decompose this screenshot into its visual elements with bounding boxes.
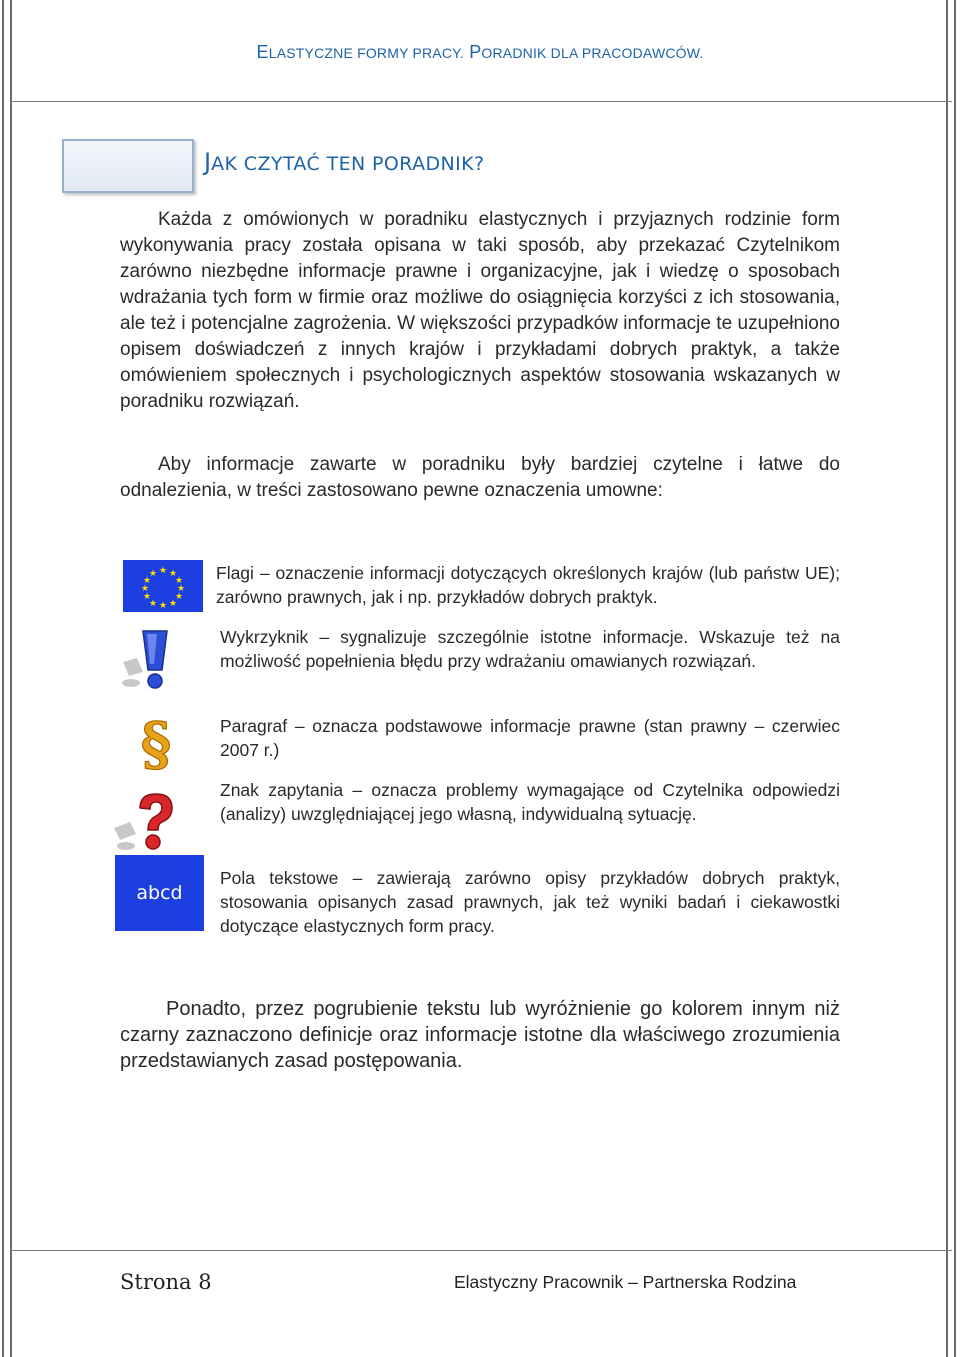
legend-item-flags: Flagi – oznaczenie informacji dotyczących określonych krajów (lub państw UE); zarówno prawnych, jak i np. przykładów dobrych praktyk. [216, 563, 840, 607]
legend-intro-paragraph: Aby informacje zawarte w poradniku były bardziej czytelne i łatwe do odnalezienia, w treści zastosowano pewne oznaczenia umowne: [120, 454, 840, 501]
svg-text:★: ★ [168, 599, 178, 609]
question-icon [110, 792, 178, 854]
page-number: Strona 8 [120, 1270, 212, 1294]
legend-item-exclamation: Wykrzyknik – sygnalizuje szczególnie istotne informacje. Wskazuje też na możliwość popełnienia błędu przy wdrażaniu omawianych rozwiązań. [220, 627, 840, 671]
svg-text:★: ★ [176, 584, 186, 594]
running-header: ELASTYCZNE FORMY PRACY. PORADNIK DLA PRACODAWCÓW. [256, 42, 704, 62]
svg-text:§: § [140, 712, 172, 772]
textbox-icon: abcd [115, 855, 204, 931]
closing-paragraph: Ponadto, przez pogrubienie tekstu lub wyróżnienie go kolorem innym niż czarny zaznaczono definicje oraz informacje istotne dla właściwego zrozumienia przedstawianych zasad postępowania. [120, 998, 840, 1072]
svg-text:★: ★ [148, 599, 158, 609]
eu-flag-icon [123, 560, 203, 612]
exclamation-icon [117, 628, 177, 690]
left-frame-bar [2, 0, 12, 1357]
legend-item-textbox: Pola tekstowe – zawierają zarówno opisy przykładów dobrych praktyk, stosowania opisanych zasad prawnych, jak też wyniki badań i ciekawostki dotyczące elastycznych form pracy. [220, 868, 840, 936]
svg-text:★: ★ [174, 592, 184, 602]
svg-text:★: ★ [140, 584, 150, 594]
legend-item-paragraph: Paragraf – oznacza podstawowe informacje prawne (stan prawny – czerwiec 2007 r.) [220, 716, 840, 760]
footer-rule [10, 1250, 952, 1251]
svg-text:★: ★ [168, 569, 178, 579]
svg-text:★: ★ [158, 566, 168, 576]
section-title: JAK CZYTAĆ TEN PORADNIK? [204, 148, 485, 176]
title-decoration-box [62, 139, 194, 193]
svg-text:★: ★ [148, 569, 158, 579]
footer-publisher: Elastyczny Pracownik – Partnerska Rodzina [454, 1272, 797, 1292]
legend-item-question: Znak zapytania – oznacza problemy wymagające od Czytelnika odpowiedzi (analizy) uwzględniającej jego własną, indywidualną sytuację. [220, 780, 840, 824]
header-rule [10, 101, 952, 102]
right-frame-bar [946, 0, 956, 1357]
svg-text:★: ★ [174, 576, 184, 586]
svg-text:★: ★ [158, 601, 168, 611]
svg-text:★: ★ [142, 576, 152, 586]
svg-text:★: ★ [142, 592, 152, 602]
paragraph-icon [134, 712, 178, 772]
intro-paragraph: Każda z omówionych w poradniku elastycznych i przyjaznych rodzinie form wykonywania pracy została opisana w taki sposób, aby przekazać Czytelnikom zarówno niezbędne informacje prawne i organizacyjne, jak i wiedzę o sposobach wdrażania tych form w firmie oraz możliwe do osiągnięcia korzyści z ich stosowania, ale też i potencjalne zagrożenia. W większości przypadków informacje te uzupełniono opisem doświadczeń z innych krajów i przykładami dobrych praktyk, a także omówieniem społecznych i psychologicznych aspektów stosowania wskazanych w poradniku rozwiązań. [120, 209, 840, 412]
